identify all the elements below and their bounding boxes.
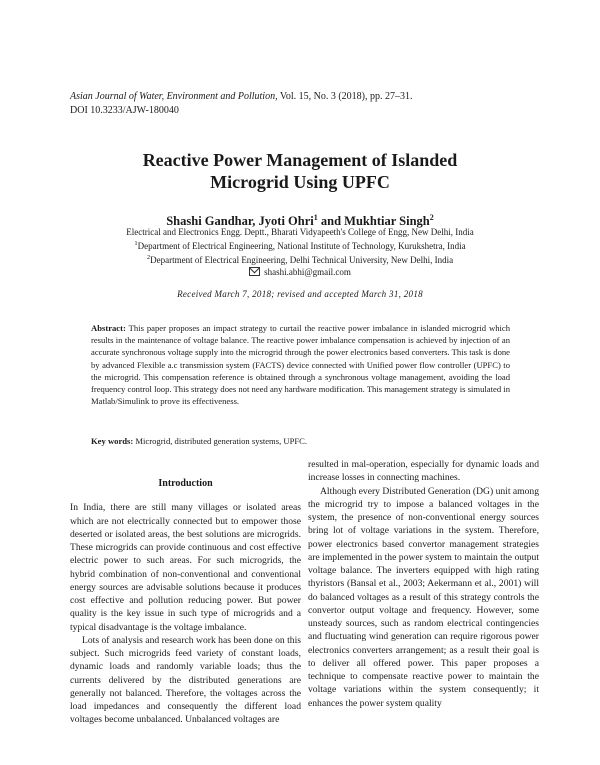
author-2: Jyoti Ohri: [258, 214, 314, 229]
affiliation-1-marker: 1: [134, 240, 138, 247]
title-line-1: Reactive Power Management of Islanded: [142, 150, 458, 170]
affiliation-2: [60, 252, 540, 266]
paragraph-right-2: Although every Distributed Generation (DG) unit among the microgrid try to impose a balanced voltages in the system, the presence of non-conventional energy sources bring lot of voltage variations in the system. Therefore, power electronics based convertor management strategies are implemented in the power system to maintain the output voltage balance. The inverters equipped with high rating thyristors (Bansal et al., 2003; Aekermann et al., 2001) will do balanced voltages as a result of this strategy controls the convertor output voltage and frequency. However, some unsteady sources, such as random electrical contingencies and fluctuating wind generation can require rigorous power electronics converters arrangement; as a result their goal is to deliver all offered power. This paper proposes a technique to compensate reactive power to maintain the voltage variations within the system consequently; it enhances the power system quality: [308, 485, 540, 709]
abstract-text: This paper proposes an impact strategy to curtail the reactive power imbalance in islanded microgrid which results in the maintenance of voltage balance. The reactive power imbalance compensation is achieved by injection of an accurate synchronous voltage supply into the microgrid through the power electronics based converters. This task is done by advanced Flexible a.c transmission system (FACTS) device connected with Unified power flow controller (UPFC) to the microgrid. This compensation reference is obtained through a synchronous voltage management, avoiding the load frequency control loop. This strategy does not need any hardware modification. This management strategy is simulated in Matlab/Simulink to prove its effectiveness.: [91, 323, 510, 407]
left-column: [70, 466, 301, 727]
mail-icon: [249, 267, 260, 276]
section-heading-introduction: Introduction: [158, 478, 213, 489]
author-2-affil: 1: [313, 213, 318, 222]
doi: DOI 10.3233/AJW-180040: [70, 105, 179, 116]
abstract-label: Abstract:: [91, 323, 126, 333]
journal-header: [70, 90, 540, 118]
author-separator: and: [317, 214, 345, 229]
affiliation-1-text: Department of Electrical Engineering, National Institute of Technology, Kurukshetra, India: [137, 241, 466, 251]
journal-name: Asian Journal of Water, Environment and Pollution,: [70, 91, 278, 102]
author-3: Mukhtiar Singh: [344, 214, 430, 229]
paragraph-left-1: In India, there are still many villages or isolated areas which are not electrically connected but to empower those deserted or isolated areas, the best solutions are microgrids. These microgrids can provide continuous and cost effective electric power to such areas. For such microgrids, the hybrid combination of non-conventional and conventional energy sources are advisable solutions because it produces cost effective and pollution reducing power. But power quality is the key issue in such type of microgrids and a typical disadvantage is the voltage imbalance.: [70, 502, 301, 633]
affiliation-2-marker: 2: [146, 254, 151, 261]
paragraph-left-2: Lots of analysis and research work has been done on this subject. Such microgrids feed variety of constant loads, dynamic loads and randomly variable loads; thus the currents delivered by the distributed generations are generally not balanced. Therefore, the voltages across the load impedances and consequently the different load voltages become unbalanced. Unbalanced voltages are: [70, 634, 301, 726]
email-line: [60, 266, 540, 278]
author-3-affil: 2: [429, 213, 434, 222]
keywords-label: Key words:: [91, 436, 134, 446]
keywords: [91, 435, 510, 447]
affiliation-1: [60, 238, 540, 252]
paragraph-right-1: resulted in mal-operation, especially for dynamic loads and increase losses in connecting machines.: [308, 459, 539, 484]
journal-volume: Vol. 15, No. 3 (2018), pp. 27–31.: [277, 91, 413, 102]
abstract: [91, 322, 510, 407]
right-column: [308, 458, 539, 710]
keywords-text: Microgrid, distributed generation systems, UPFC.: [133, 436, 308, 446]
email-address[interactable]: shashi.abhi@gmail.com: [264, 267, 351, 277]
affiliation-0: Electrical and Electronics Engg. Deptt., Bharati Vidyapeeth's College of Engg, New Delhi, India: [126, 227, 474, 237]
paper-title: [60, 149, 540, 193]
author-1: Shashi Gandhar,: [166, 214, 259, 229]
journal-citation: [70, 90, 540, 104]
title-line-2: Microgrid Using UPFC: [210, 172, 390, 192]
received-dates: Received March 7, 2018; revised and accepted March 31, 2018: [177, 289, 423, 299]
affiliation-2-text: Department of Electrical Engineering, Delhi Technical University, New Delhi, India: [150, 255, 454, 265]
affiliations: [60, 226, 540, 278]
